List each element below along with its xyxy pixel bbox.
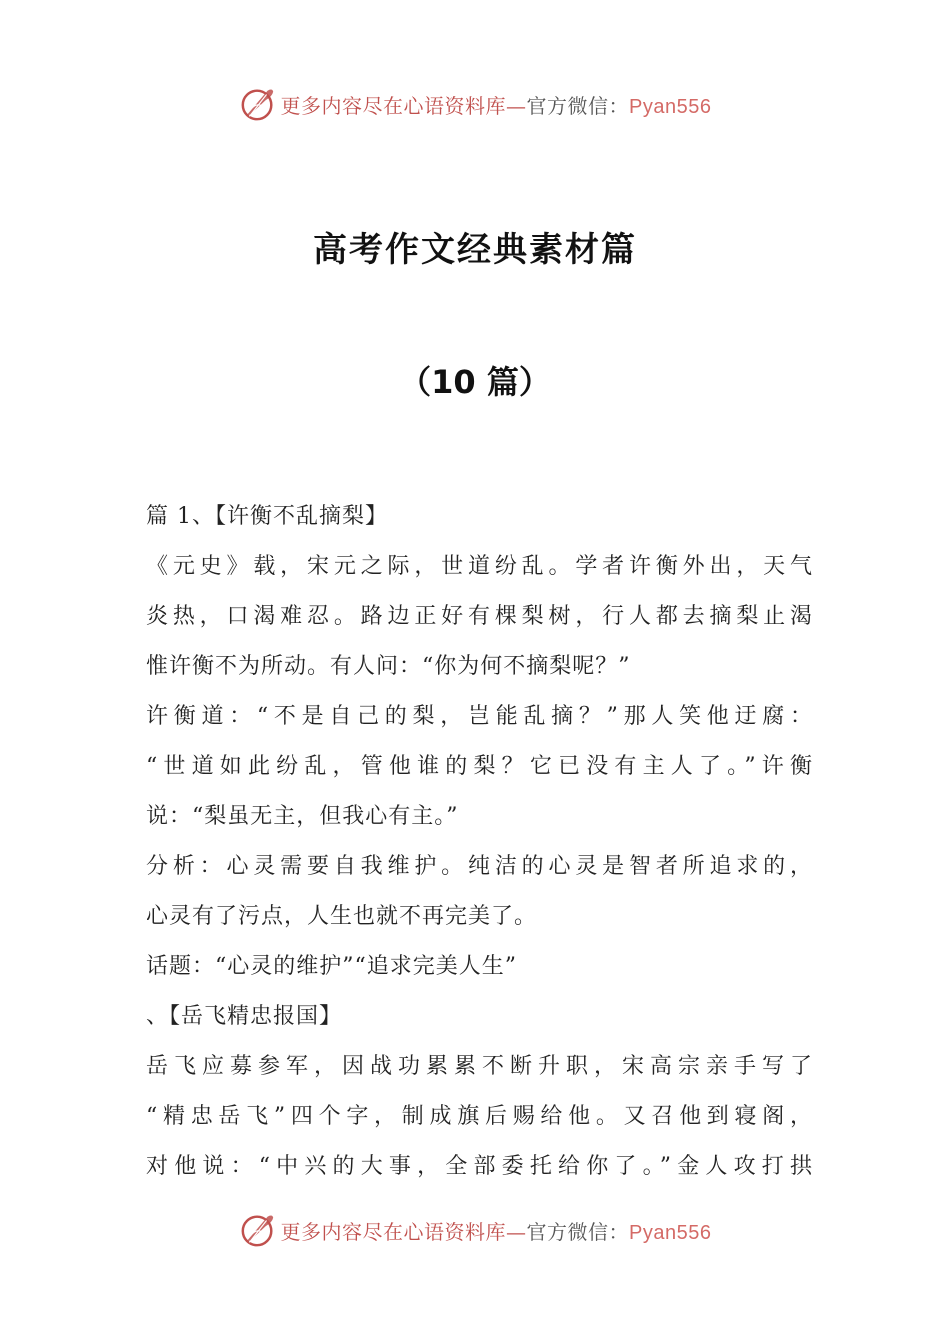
footer-banner-text [281, 1216, 712, 1245]
header-banner-text [281, 90, 712, 119]
topic-line: 话题：“心灵的维护”“追求完美人生” [146, 954, 517, 979]
document-body [146, 497, 812, 1197]
document-title: 高考作文经典素材篇 [313, 230, 637, 270]
body-line: 炎热，口渴难忍。路边正好有棵梨树，行人都去摘梨止渴 [146, 604, 812, 629]
body-line: “精忠岳飞”四个字，制成旗后赐给他。又召他到寝阁， [146, 1104, 812, 1129]
body-line: 说：“梨虽无主，但我心有主。” [146, 804, 459, 829]
header-banner-label: 官方微信： [526, 93, 630, 118]
body-line: 惟许衡不为所动。有人问：“你为何不摘梨呢？” [146, 654, 631, 679]
footer-banner-separator: — [506, 1219, 527, 1244]
body-line: 许衡道：“不是自己的梨，岂能乱摘？”那人笑他迂腐： [146, 704, 812, 729]
analysis-line: 心灵有了污点，人生也就不再完美了。 [146, 904, 538, 929]
footer-banner-main: 更多内容尽在心语资料库 [280, 1219, 507, 1244]
header-banner [0, 82, 950, 126]
quill-pen-logo-icon [239, 1211, 277, 1249]
footer-banner-label: 官方微信： [526, 1219, 630, 1244]
header-banner-id: Pyan556 [629, 95, 712, 118]
body-line: “世道如此纷乱，管他谁的梨？它已没有主人了。”许衡 [146, 754, 812, 779]
quill-pen-logo-icon [239, 85, 277, 123]
analysis-line: 分析：心灵需要自我维护。纯洁的心灵是智者所追求的， [146, 854, 812, 879]
document-subtitle: （10 篇） [399, 363, 551, 401]
section-heading: 、【岳飞精忠报国】 [146, 1004, 343, 1029]
footer-banner-id: Pyan556 [629, 1221, 712, 1244]
body-line: 对他说：“中兴的大事，全部委托给你了。”金人攻打拱 [146, 1154, 812, 1179]
body-line: 岳飞应募参军，因战功累累不断升职，宋高宗亲手写了 [146, 1054, 812, 1079]
body-line: 《元史》载，宋元之际，世道纷乱。学者许衡外出，天气 [146, 554, 812, 579]
footer-banner [0, 1208, 950, 1252]
section-heading: 篇 1、【许衡不乱摘梨】 [146, 504, 388, 529]
header-banner-main: 更多内容尽在心语资料库 [280, 93, 507, 118]
header-banner-separator: — [506, 93, 527, 118]
